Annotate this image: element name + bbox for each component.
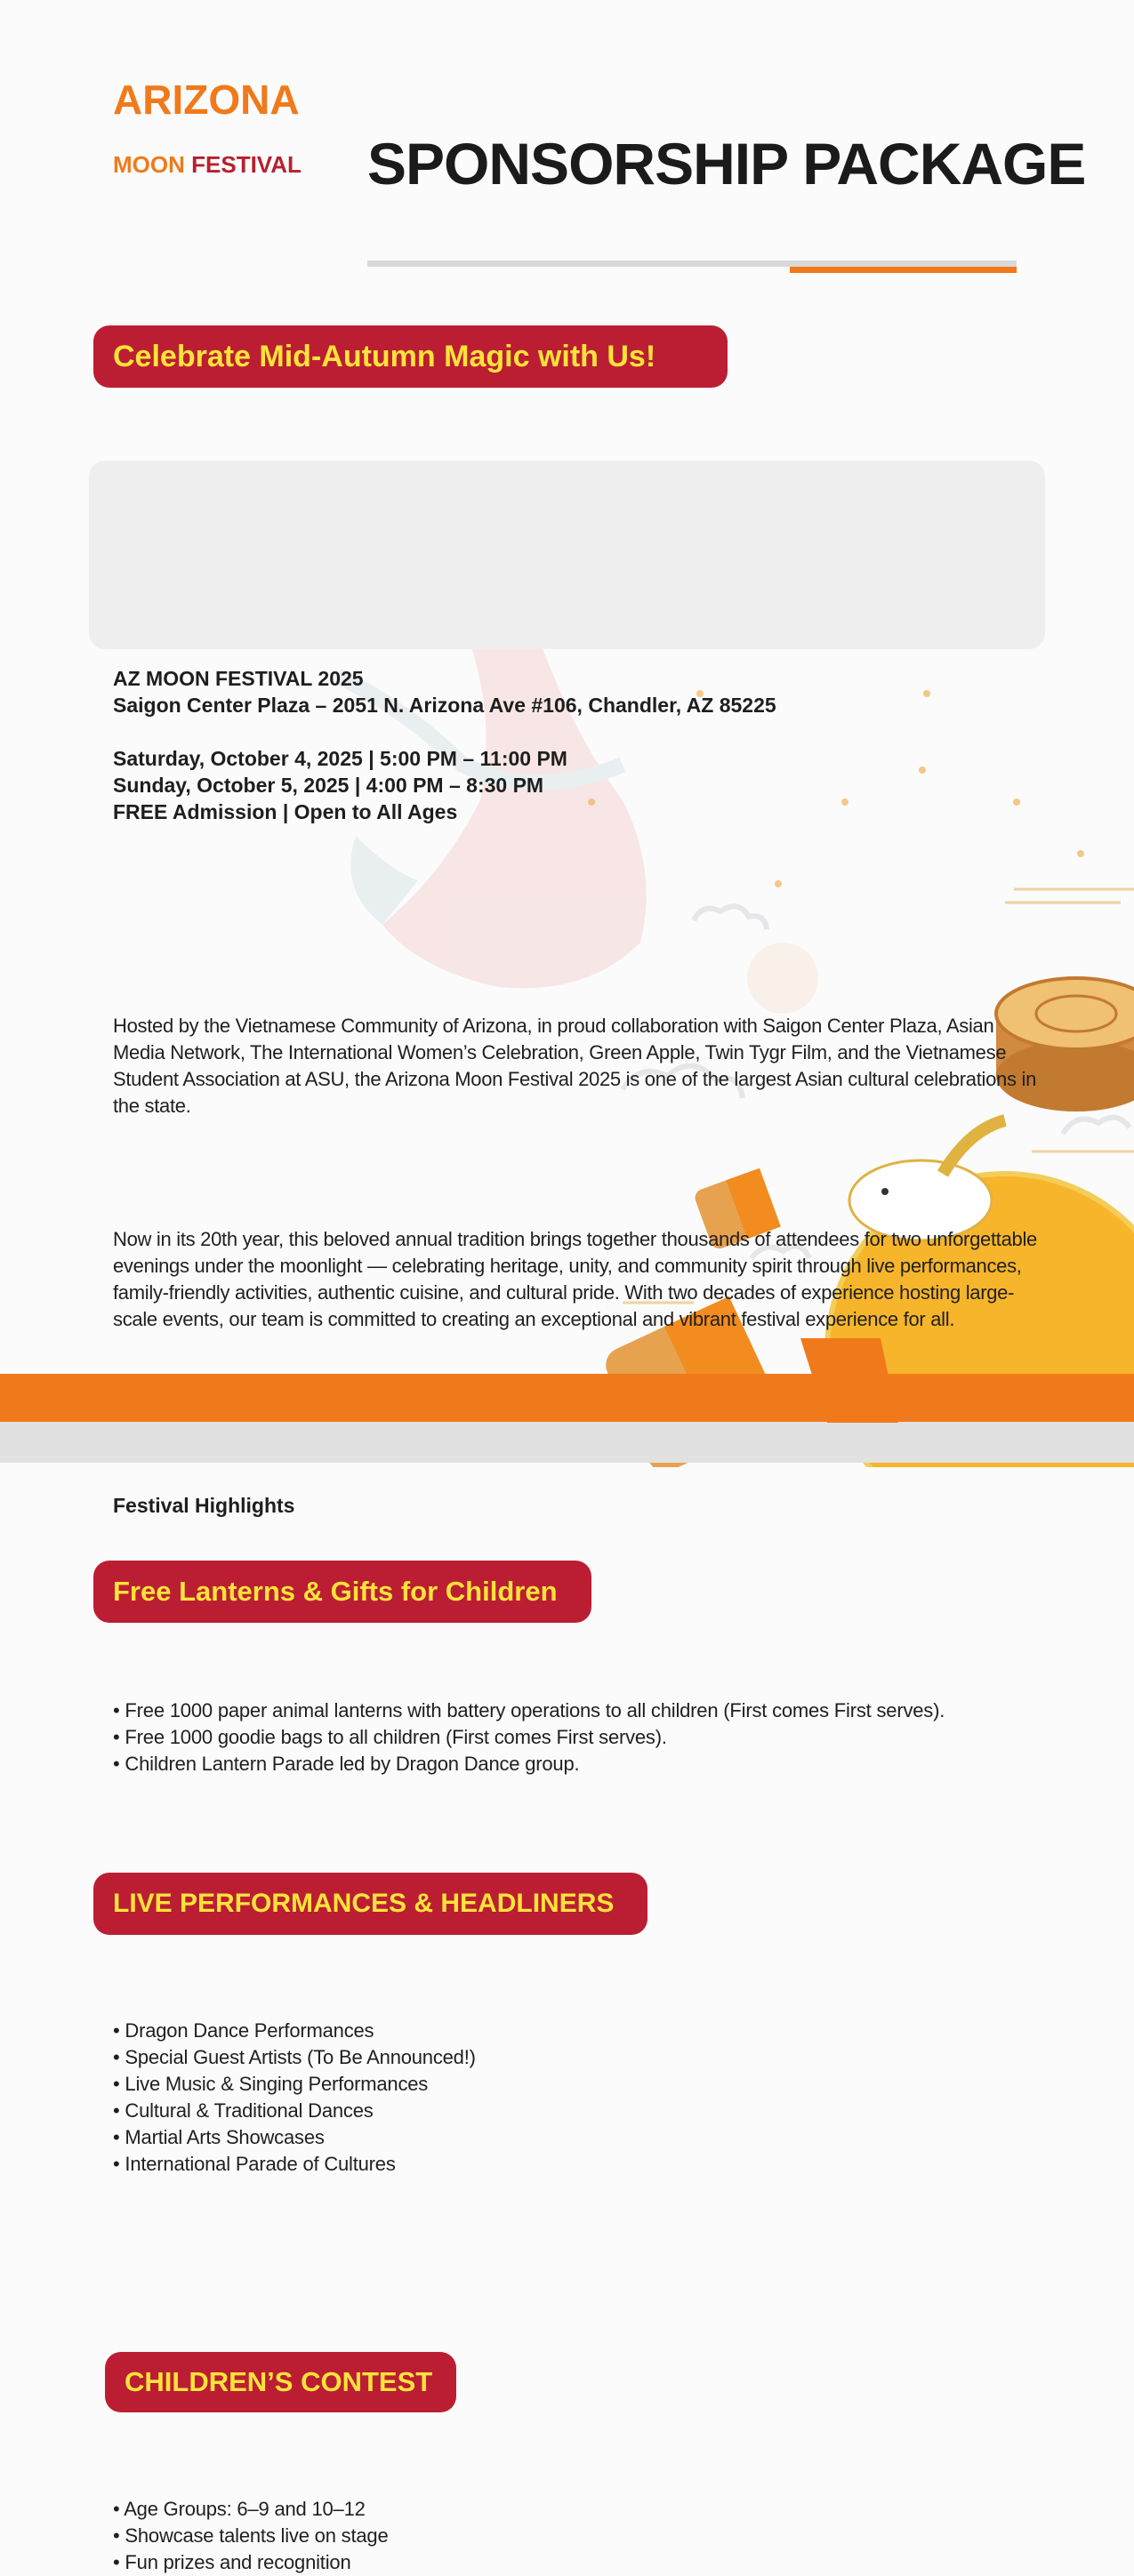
list-item: • Cultural & Traditional Dances — [113, 2099, 374, 2122]
list-item: • Martial Arts Showcases — [113, 2126, 325, 2148]
logo-festival: FESTIVAL — [191, 151, 302, 178]
event-day1: Saturday, October 4, 2025 | 5:00 PM – 11:00 PM — [113, 747, 567, 770]
title-underline-accent — [790, 267, 1017, 273]
list-item: • Free 1000 paper animal lanterns with battery operations to all children (First comes First serves). — [113, 1699, 945, 1721]
event-day2: Sunday, October 5, 2025 | 4:00 PM – 8:30 PM — [113, 774, 544, 797]
performances-list — [113, 2018, 1134, 2178]
lanterns-list — [113, 1697, 1134, 1778]
lanterns-banner — [93, 1561, 591, 1623]
list-item: • Age Groups: 6–9 and 10–12 — [113, 2498, 366, 2520]
performances-banner — [93, 1873, 647, 1935]
list-item: • Live Music & Singing Performances — [113, 2073, 429, 2095]
highlights-heading: Festival Highlights — [113, 1494, 295, 1517]
title-underline — [367, 261, 1017, 267]
contest-list — [113, 2496, 1134, 2576]
logo-arizona: ARIZONA — [113, 76, 300, 123]
lanterns-title: Free Lanterns & Gifts for Children — [113, 1576, 558, 1607]
list-item: • Showcase talents live on stage — [113, 2524, 389, 2547]
intro-banner — [93, 325, 728, 388]
list-item: • Fun prizes and recognition — [113, 2551, 351, 2573]
logo-moon: MOON — [113, 151, 185, 178]
event-venue: Saigon Center Plaza – 2051 N. Arizona Ave #106, Chandler, AZ 85225 — [113, 694, 776, 717]
list-item: • Special Guest Artists (To Be Announced!) — [113, 2046, 476, 2068]
intro-paragraph-2: Now in its 20th year, this beloved annual tradition brings together thousands of attendees for two unforgettable evenings under the moonlight — celebrating heritage, unity, and community spirit through live performances, family-friendly activities, authentic cuisine, and cultural pride. With two decades of experience hosting large-scale events, our team is committed to creating an exceptional and vibrant festival experience for all. — [113, 1228, 1037, 1330]
intro-paragraph-1: Hosted by the Vietnamese Community of Arizona, in proud collaboration with Saigon Center Plaza, Asian Media Network, The International Women’s Celebration, Green Apple, Twin Tygr Film, and the Vietnamese Student Association at ASU, the Arizona Moon Festival 2025 is one of the largest Asian cultural celebrations in the state. — [113, 1015, 1036, 1117]
event-name: AZ MOON FESTIVAL 2025 — [113, 667, 364, 690]
list-item: • Dragon Dance Performances — [113, 2019, 374, 2042]
event-info — [113, 665, 1134, 825]
contest-banner — [105, 2352, 456, 2412]
event-admission: FREE Admission | Open to All Ages — [113, 800, 458, 823]
page-title: SPONSORSHIP PACKAGE — [367, 131, 1086, 197]
list-item: • International Parade of Cultures — [113, 2153, 396, 2175]
list-item: • Free 1000 goodie bags to all children (First comes First serves). — [113, 1726, 667, 1748]
intro-banner-text: Celebrate Mid-Autumn Magic with Us! — [113, 339, 656, 373]
performances-title: LIVE PERFORMANCES & HEADLINERS — [113, 1889, 615, 1918]
event-info-box — [89, 461, 1045, 649]
list-item: • Children Lantern Parade led by Dragon Dance group. — [113, 1753, 580, 1775]
contest-title: CHILDREN’S CONTEST — [125, 2366, 433, 2397]
